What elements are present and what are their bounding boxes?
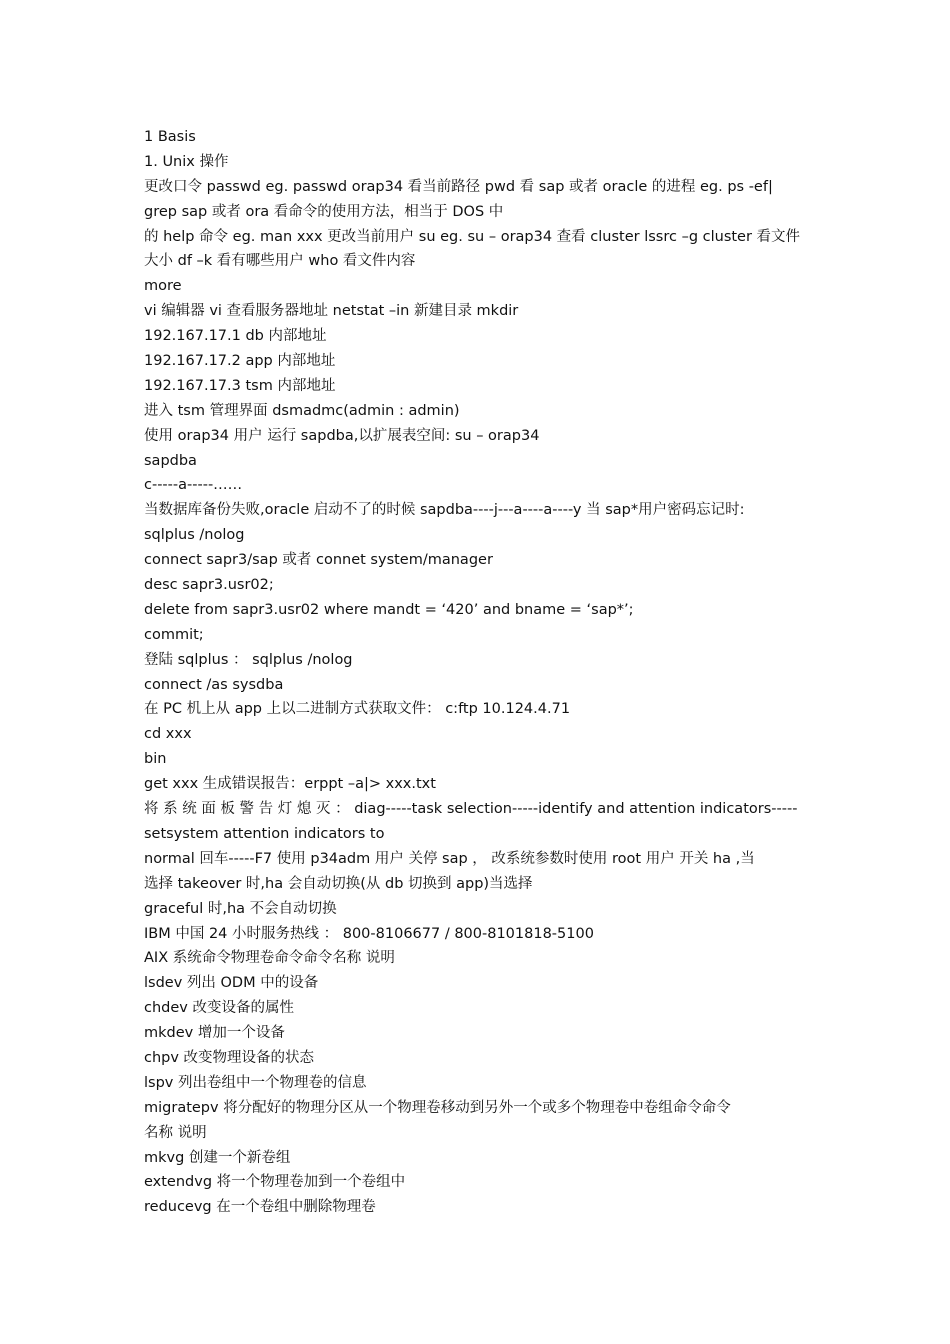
doc-line-14: sapdba: [144, 452, 197, 469]
doc-line-2: 1. Unix 操作: [144, 153, 229, 170]
doc-line-9: 192.167.17.1 db 内部地址: [144, 328, 327, 345]
doc-line-44: reducevg 在一个卷组中删除物理卷: [144, 1199, 376, 1216]
doc-line-19: desc sapr3.usr02;: [144, 577, 274, 594]
doc-line-42: mkvg 创建一个新卷组: [144, 1149, 291, 1166]
doc-line-7: more: [144, 278, 182, 295]
doc-line-21: commit;: [144, 626, 204, 643]
doc-line-37: mkdev 增加一个设备: [144, 1025, 285, 1042]
doc-line-28: 将 系 统 面 板 警 告 灯 熄 灭 ： diag-----task selection-----identify and attention indicators-----: [144, 801, 798, 818]
doc-line-41: 名称 说明: [144, 1124, 207, 1141]
doc-line-25: cd xxx: [144, 726, 192, 743]
document-body: [144, 125, 806, 1220]
doc-line-13: 使用 orap34 用户 运行 sapdba,以扩展表空间: su – orap34: [144, 427, 540, 444]
doc-line-39: lspv 列出卷组中一个物理卷的信息: [144, 1074, 367, 1091]
doc-line-20: delete from sapr3.usr02 where mandt = ‘420’ and bname = ‘sap*’;: [144, 601, 634, 618]
doc-line-32: graceful 时,ha 不会自动切换: [144, 900, 337, 917]
doc-line-5: 的 help 命令 eg. man xxx 更改当前用户 su eg. su – orap34 查看 cluster lssrc –g cluster 看文件: [144, 228, 801, 245]
doc-line-17: sqlplus /nolog: [144, 527, 245, 544]
doc-line-35: lsdev 列出 ODM 中的设备: [144, 975, 319, 992]
doc-line-38: chpv 改变物理设备的状态: [144, 1049, 315, 1066]
doc-line-18: connect sapr3/sap 或者 connet system/manager: [144, 552, 493, 569]
doc-line-10: 192.167.17.2 app 内部地址: [144, 353, 336, 370]
doc-line-36: chdev 改变设备的属性: [144, 1000, 294, 1017]
doc-line-33: IBM 中国 24 小时服务热线 ： 800-8106677 / 800-8101818-5100: [144, 925, 594, 942]
doc-line-1: 1 Basis: [144, 129, 196, 145]
doc-line-43: extendvg 将一个物理卷加到一个卷组中: [144, 1174, 406, 1191]
doc-line-12: 进入 tsm 管理界面 dsmadmc(admin : admin): [144, 402, 460, 419]
doc-line-34: AIX 系统命令物理卷命令命令名称 说明: [144, 950, 395, 967]
doc-line-8: vi 编辑器 vi 查看服务器地址 netstat –in 新建目录 mkdir: [144, 303, 519, 320]
doc-line-24: 在 PC 机上从 app 上以二进制方式获取文件： c:ftp 10.124.4.71: [144, 701, 571, 718]
doc-line-22: 登陆 sqlplus ： sqlplus /nolog: [144, 651, 353, 668]
doc-line-3: 更改口令 passwd eg. passwd orap34 看当前路径 pwd 看 sap 或者 oracle 的进程 eg. ps -ef|: [144, 178, 773, 195]
doc-line-27: get xxx 生成错误报告：erppt –a|> xxx.txt: [144, 776, 436, 793]
doc-line-23: connect /as sysdba: [144, 676, 284, 693]
doc-line-26: bin: [144, 751, 167, 768]
doc-line-15: c-----a-----……: [144, 477, 243, 494]
doc-line-40: migratepv 将分配好的物理分区从一个物理卷移动到另外一个或多个物理卷中卷组命令命令: [144, 1099, 731, 1116]
doc-line-31: 选择 takeover 时,ha 会自动切换(从 db 切换到 app)当选择: [144, 875, 533, 892]
doc-line-30: normal 回车-----F7 使用 p34adm 用户 关停 sap ， 改系统参数时使用 root 用户 开关 ha ,当: [144, 850, 755, 867]
doc-line-11: 192.167.17.3 tsm 内部地址: [144, 377, 336, 394]
doc-line-4: grep sap 或者 ora 看命令的使用方法，相当于 DOS 中: [144, 203, 504, 220]
doc-line-6: 大小 df –k 看有哪些用户 who 看文件内容: [144, 253, 416, 270]
doc-line-29: setsystem attention indicators to: [144, 825, 385, 842]
doc-line-16: 当数据库备份失败,oracle 启动不了的时候 sapdba----j---a----a----y 当 sap*用户密码忘记时:: [144, 502, 745, 519]
